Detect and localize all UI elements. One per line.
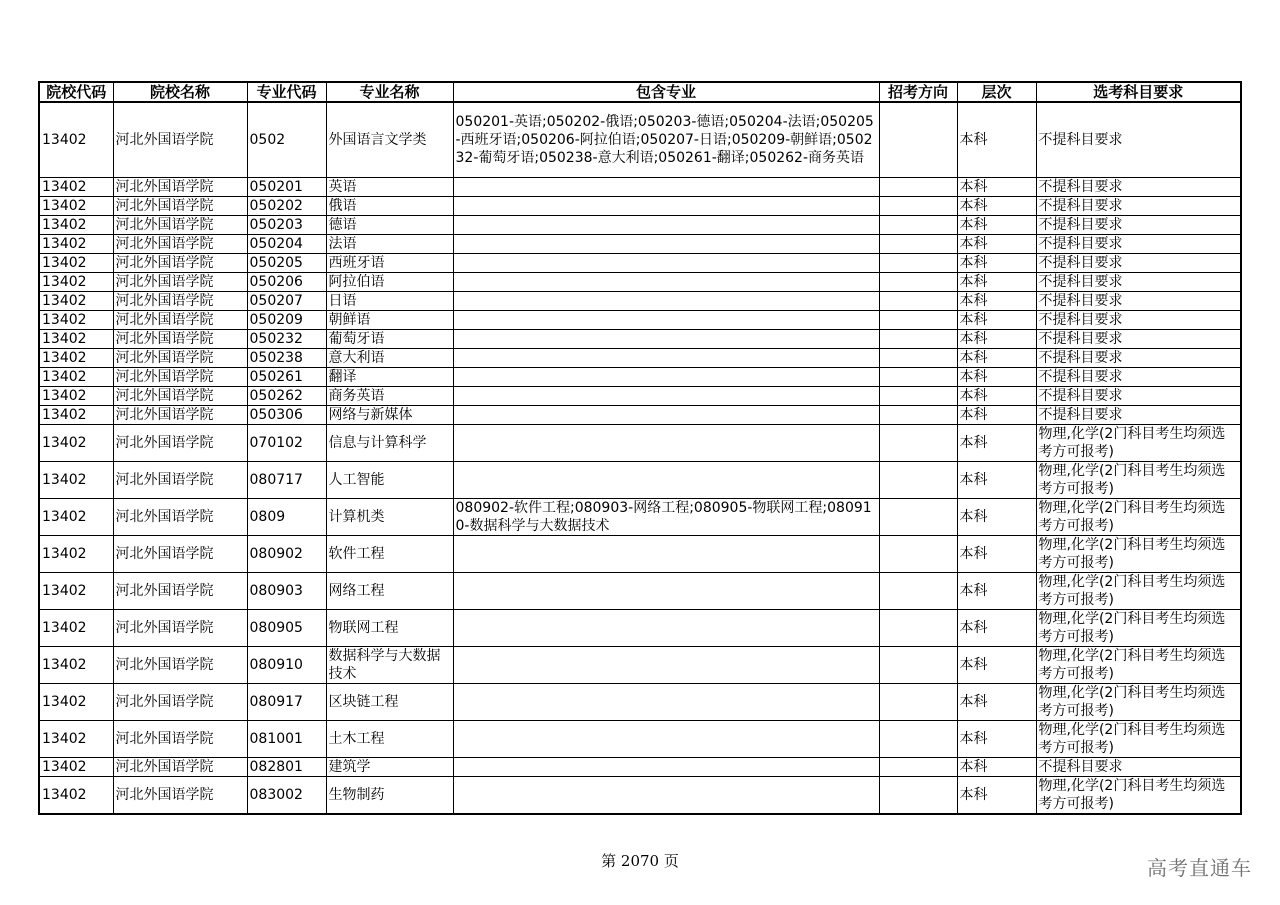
table-row [39, 499, 1241, 536]
cell-major-code: 070102 [247, 425, 326, 462]
cell-school-name: 河北外国语学院 [113, 425, 247, 462]
table-row [39, 197, 1241, 216]
cell-included-majors [453, 235, 879, 254]
cell-direction [879, 684, 957, 721]
cell-major-name: 建筑学 [326, 758, 453, 777]
cell-major-code: 050203 [247, 216, 326, 235]
cell-major-code: 050202 [247, 197, 326, 216]
table-body [39, 102, 1241, 814]
table-row [39, 254, 1241, 273]
cell-included-majors: 080902-软件工程;080903-网络工程;080905-物联网工程;080910-数据科学与大数据技术 [453, 499, 879, 536]
cell-direction [879, 216, 957, 235]
cell-school-code: 13402 [39, 197, 113, 216]
table-row [39, 647, 1241, 684]
cell-included-majors [453, 721, 879, 758]
cell-major-name: 区块链工程 [326, 684, 453, 721]
cell-direction [879, 254, 957, 273]
table-row [39, 462, 1241, 499]
header-school-code: 院校代码 [39, 82, 113, 102]
cell-subject-requirement: 不提科目要求 [1036, 387, 1241, 406]
cell-major-code: 050262 [247, 387, 326, 406]
cell-direction [879, 197, 957, 216]
cell-level: 本科 [957, 536, 1036, 573]
cell-school-name: 河北外国语学院 [113, 178, 247, 197]
cell-major-name: 信息与计算科学 [326, 425, 453, 462]
cell-major-name: 物联网工程 [326, 610, 453, 647]
cell-school-name: 河北外国语学院 [113, 349, 247, 368]
cell-major-name: 法语 [326, 235, 453, 254]
cell-direction [879, 178, 957, 197]
table-row [39, 216, 1241, 235]
cell-level: 本科 [957, 197, 1036, 216]
cell-level: 本科 [957, 610, 1036, 647]
cell-major-name: 西班牙语 [326, 254, 453, 273]
header-included-majors: 包含专业 [453, 82, 879, 102]
cell-subject-requirement: 不提科目要求 [1036, 254, 1241, 273]
cell-major-name: 俄语 [326, 197, 453, 216]
cell-level: 本科 [957, 499, 1036, 536]
cell-school-name: 河北外国语学院 [113, 330, 247, 349]
table-row [39, 777, 1241, 815]
cell-major-code: 081001 [247, 721, 326, 758]
cell-major-code: 050207 [247, 292, 326, 311]
cell-major-name: 网络工程 [326, 573, 453, 610]
cell-school-name: 河北外国语学院 [113, 406, 247, 425]
cell-direction [879, 102, 957, 178]
cell-major-name: 翻译 [326, 368, 453, 387]
cell-level: 本科 [957, 311, 1036, 330]
cell-direction [879, 777, 957, 815]
cell-level: 本科 [957, 721, 1036, 758]
cell-included-majors [453, 684, 879, 721]
cell-subject-requirement: 物理,化学(2门科目考生均须选考方可报考) [1036, 721, 1241, 758]
cell-level: 本科 [957, 758, 1036, 777]
cell-major-code: 050261 [247, 368, 326, 387]
cell-level: 本科 [957, 462, 1036, 499]
cell-subject-requirement: 物理,化学(2门科目考生均须选考方可报考) [1036, 684, 1241, 721]
cell-direction [879, 311, 957, 330]
cell-major-name: 意大利语 [326, 349, 453, 368]
header-subject-requirement: 选考科目要求 [1036, 82, 1241, 102]
cell-school-code: 13402 [39, 610, 113, 647]
header-level: 层次 [957, 82, 1036, 102]
cell-included-majors [453, 254, 879, 273]
table-row [39, 721, 1241, 758]
cell-school-code: 13402 [39, 235, 113, 254]
table-row [39, 292, 1241, 311]
table-row [39, 235, 1241, 254]
cell-school-code: 13402 [39, 406, 113, 425]
cell-major-name: 日语 [326, 292, 453, 311]
cell-major-code: 080905 [247, 610, 326, 647]
cell-major-name: 生物制药 [326, 777, 453, 815]
table-row [39, 349, 1241, 368]
cell-direction [879, 330, 957, 349]
cell-included-majors [453, 462, 879, 499]
cell-school-code: 13402 [39, 102, 113, 178]
cell-school-code: 13402 [39, 684, 113, 721]
cell-school-name: 河北外国语学院 [113, 254, 247, 273]
cell-major-name: 土木工程 [326, 721, 453, 758]
cell-included-majors [453, 758, 879, 777]
cell-school-name: 河北外国语学院 [113, 721, 247, 758]
cell-school-name: 河北外国语学院 [113, 758, 247, 777]
table-row [39, 387, 1241, 406]
cell-subject-requirement: 不提科目要求 [1036, 273, 1241, 292]
cell-subject-requirement: 不提科目要求 [1036, 758, 1241, 777]
cell-direction [879, 425, 957, 462]
cell-school-code: 13402 [39, 368, 113, 387]
cell-subject-requirement: 不提科目要求 [1036, 102, 1241, 178]
cell-subject-requirement: 物理,化学(2门科目考生均须选考方可报考) [1036, 462, 1241, 499]
cell-major-code: 050306 [247, 406, 326, 425]
cell-school-code: 13402 [39, 425, 113, 462]
cell-major-name: 网络与新媒体 [326, 406, 453, 425]
cell-major-name: 软件工程 [326, 536, 453, 573]
cell-school-name: 河北外国语学院 [113, 573, 247, 610]
cell-level: 本科 [957, 368, 1036, 387]
cell-major-name: 商务英语 [326, 387, 453, 406]
cell-direction [879, 368, 957, 387]
cell-included-majors [453, 197, 879, 216]
cell-major-code: 0502 [247, 102, 326, 178]
cell-included-majors [453, 349, 879, 368]
cell-direction [879, 273, 957, 292]
cell-included-majors [453, 330, 879, 349]
cell-level: 本科 [957, 387, 1036, 406]
cell-school-name: 河北外国语学院 [113, 292, 247, 311]
cell-school-name: 河北外国语学院 [113, 536, 247, 573]
cell-included-majors [453, 425, 879, 462]
table-row [39, 758, 1241, 777]
cell-major-name: 英语 [326, 178, 453, 197]
cell-subject-requirement: 不提科目要求 [1036, 197, 1241, 216]
cell-school-name: 河北外国语学院 [113, 647, 247, 684]
cell-school-name: 河北外国语学院 [113, 610, 247, 647]
cell-school-code: 13402 [39, 536, 113, 573]
cell-subject-requirement: 不提科目要求 [1036, 330, 1241, 349]
cell-direction [879, 647, 957, 684]
cell-level: 本科 [957, 273, 1036, 292]
cell-included-majors [453, 387, 879, 406]
cell-included-majors [453, 406, 879, 425]
cell-major-name: 外国语言文学类 [326, 102, 453, 178]
cell-school-code: 13402 [39, 721, 113, 758]
cell-level: 本科 [957, 178, 1036, 197]
brand-watermark: 高考直通车 [1147, 856, 1252, 880]
cell-major-name: 计算机类 [326, 499, 453, 536]
cell-level: 本科 [957, 647, 1036, 684]
header-direction: 招考方向 [879, 82, 957, 102]
cell-school-name: 河北外国语学院 [113, 777, 247, 815]
cell-subject-requirement: 物理,化学(2门科目考生均须选考方可报考) [1036, 499, 1241, 536]
cell-included-majors [453, 216, 879, 235]
cell-school-name: 河北外国语学院 [113, 368, 247, 387]
table-row [39, 102, 1241, 178]
cell-included-majors [453, 777, 879, 815]
table-row [39, 573, 1241, 610]
cell-major-name: 人工智能 [326, 462, 453, 499]
cell-subject-requirement: 物理,化学(2门科目考生均须选考方可报考) [1036, 425, 1241, 462]
cell-school-code: 13402 [39, 254, 113, 273]
cell-major-name: 朝鲜语 [326, 311, 453, 330]
cell-school-code: 13402 [39, 330, 113, 349]
cell-direction [879, 462, 957, 499]
cell-major-code: 083002 [247, 777, 326, 815]
cell-included-majors [453, 311, 879, 330]
table-row [39, 684, 1241, 721]
cell-direction [879, 349, 957, 368]
table-row [39, 273, 1241, 292]
cell-major-code: 082801 [247, 758, 326, 777]
page-number: 第 2070 页 [601, 852, 679, 870]
cell-subject-requirement: 不提科目要求 [1036, 311, 1241, 330]
cell-direction [879, 235, 957, 254]
cell-direction [879, 758, 957, 777]
cell-school-code: 13402 [39, 758, 113, 777]
cell-direction [879, 721, 957, 758]
table-row [39, 406, 1241, 425]
cell-major-code: 080902 [247, 536, 326, 573]
cell-subject-requirement: 不提科目要求 [1036, 178, 1241, 197]
cell-major-code: 0809 [247, 499, 326, 536]
cell-subject-requirement: 不提科目要求 [1036, 368, 1241, 387]
table-row [39, 178, 1241, 197]
header-major-code: 专业代码 [247, 82, 326, 102]
cell-included-majors: 050201-英语;050202-俄语;050203-德语;050204-法语;050205-西班牙语;050206-阿拉伯语;050207-日语;050209-朝鲜语;050232-葡萄牙语;050238-意大利语;050261-翻译;050262-商务英语 [453, 102, 879, 178]
cell-major-name: 德语 [326, 216, 453, 235]
cell-school-name: 河北外国语学院 [113, 273, 247, 292]
cell-school-code: 13402 [39, 462, 113, 499]
cell-school-name: 河北外国语学院 [113, 235, 247, 254]
cell-level: 本科 [957, 235, 1036, 254]
cell-major-code: 050205 [247, 254, 326, 273]
cell-level: 本科 [957, 777, 1036, 815]
cell-subject-requirement: 物理,化学(2门科目考生均须选考方可报考) [1036, 647, 1241, 684]
cell-major-code: 080903 [247, 573, 326, 610]
cell-major-code: 050206 [247, 273, 326, 292]
cell-level: 本科 [957, 684, 1036, 721]
cell-major-name: 葡萄牙语 [326, 330, 453, 349]
cell-school-code: 13402 [39, 311, 113, 330]
cell-level: 本科 [957, 254, 1036, 273]
cell-level: 本科 [957, 102, 1036, 178]
cell-school-name: 河北外国语学院 [113, 499, 247, 536]
cell-direction [879, 406, 957, 425]
cell-school-code: 13402 [39, 499, 113, 536]
cell-major-code: 050238 [247, 349, 326, 368]
cell-major-code: 080917 [247, 684, 326, 721]
cell-level: 本科 [957, 292, 1036, 311]
table-row [39, 330, 1241, 349]
cell-school-name: 河北外国语学院 [113, 684, 247, 721]
cell-major-name: 数据科学与大数据技术 [326, 647, 453, 684]
table-row [39, 610, 1241, 647]
cell-subject-requirement: 不提科目要求 [1036, 216, 1241, 235]
cell-level: 本科 [957, 216, 1036, 235]
cell-included-majors [453, 573, 879, 610]
cell-included-majors [453, 273, 879, 292]
table-row [39, 536, 1241, 573]
cell-school-code: 13402 [39, 647, 113, 684]
table-row [39, 311, 1241, 330]
cell-school-name: 河北外国语学院 [113, 102, 247, 178]
cell-direction [879, 387, 957, 406]
cell-school-name: 河北外国语学院 [113, 197, 247, 216]
cell-included-majors [453, 647, 879, 684]
cell-direction [879, 573, 957, 610]
cell-school-name: 河北外国语学院 [113, 311, 247, 330]
cell-level: 本科 [957, 330, 1036, 349]
cell-level: 本科 [957, 349, 1036, 368]
table-header-row [39, 82, 1241, 102]
cell-major-code: 080910 [247, 647, 326, 684]
cell-school-code: 13402 [39, 777, 113, 815]
cell-school-code: 13402 [39, 292, 113, 311]
header-school-name: 院校名称 [113, 82, 247, 102]
table-row [39, 425, 1241, 462]
cell-direction [879, 499, 957, 536]
cell-subject-requirement: 物理,化学(2门科目考生均须选考方可报考) [1036, 777, 1241, 815]
cell-included-majors [453, 536, 879, 573]
header-major-name: 专业名称 [326, 82, 453, 102]
cell-school-code: 13402 [39, 216, 113, 235]
cell-school-code: 13402 [39, 178, 113, 197]
cell-direction [879, 292, 957, 311]
cell-subject-requirement: 不提科目要求 [1036, 292, 1241, 311]
cell-subject-requirement: 物理,化学(2门科目考生均须选考方可报考) [1036, 573, 1241, 610]
cell-school-code: 13402 [39, 387, 113, 406]
cell-included-majors [453, 368, 879, 387]
cell-school-code: 13402 [39, 573, 113, 610]
cell-direction [879, 536, 957, 573]
cell-major-code: 050204 [247, 235, 326, 254]
cell-major-code: 050232 [247, 330, 326, 349]
cell-level: 本科 [957, 573, 1036, 610]
cell-level: 本科 [957, 425, 1036, 462]
cell-major-code: 050201 [247, 178, 326, 197]
cell-school-name: 河北外国语学院 [113, 216, 247, 235]
enrollment-table [38, 81, 1242, 815]
cell-included-majors [453, 178, 879, 197]
table-row [39, 368, 1241, 387]
cell-major-code: 080717 [247, 462, 326, 499]
cell-school-code: 13402 [39, 273, 113, 292]
cell-included-majors [453, 292, 879, 311]
cell-direction [879, 610, 957, 647]
cell-subject-requirement: 物理,化学(2门科目考生均须选考方可报考) [1036, 536, 1241, 573]
cell-major-code: 050209 [247, 311, 326, 330]
cell-subject-requirement: 不提科目要求 [1036, 349, 1241, 368]
cell-level: 本科 [957, 406, 1036, 425]
cell-school-code: 13402 [39, 349, 113, 368]
cell-subject-requirement: 不提科目要求 [1036, 235, 1241, 254]
cell-school-name: 河北外国语学院 [113, 387, 247, 406]
cell-subject-requirement: 物理,化学(2门科目考生均须选考方可报考) [1036, 610, 1241, 647]
cell-included-majors [453, 610, 879, 647]
cell-school-name: 河北外国语学院 [113, 462, 247, 499]
cell-subject-requirement: 不提科目要求 [1036, 406, 1241, 425]
cell-major-name: 阿拉伯语 [326, 273, 453, 292]
